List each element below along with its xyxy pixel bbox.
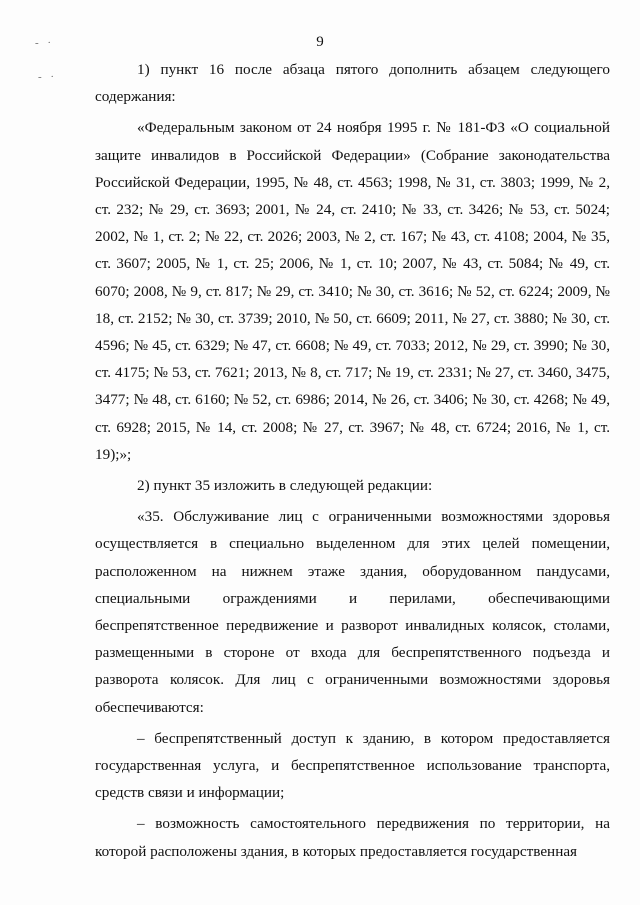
- paragraph-bullet-movement: – возможность самостоятельного передвижения по территории, на которой расположены здания, в которых предоставляется государственная: [95, 815, 610, 860]
- paragraph-item-2: 2) пункт 35 изложить в следующей редакции:: [137, 477, 433, 495]
- margin-mark: - ·: [35, 37, 55, 49]
- document-body: [95, 56, 610, 867]
- paragraph-clause-35: «35. Обслуживание лиц с ограниченными возможностями здоровья осуществляется в специально выделенном для этих целей помещении, расположенном на нижнем этаже здания, оборудованном пандусами, специальными ограждениями и перилами, обеспечивающими беспрепятственное передвижение и разворот инвалидных колясок, столами, размещенными в стороне от входа для беспрепятственного подъезда и разворота колясок. Для лиц с ограниченными возможностями здоровья обеспечиваются:: [95, 508, 610, 716]
- margin-mark: - ·: [38, 71, 58, 83]
- paragraph-item-1: 1) пункт 16 после абзаца пятого дополнить абзацем следующего содержания:: [95, 61, 610, 106]
- paragraph-legal-citation: «Федеральным законом от 24 ноября 1995 г. № 181-ФЗ «О социальной защите инвалидов в Российской Федерации» (Собрание законодательства Российской Федерации, 1995, № 48, ст. 4563; 1998, № 31, ст. 3803; 1999, № 2, ст. 232; № 29, ст. 3693; 2001, № 24, ст. 2410; № 33, ст. 3426; № 53, ст. 5024; 2002, № 1, ст. 2; № 22, ст. 2026; 2003, № 2, ст. 167; № 43, ст. 4108; 2004, № 35, ст. 3607; 2005, № 1, ст. 25; 2006, № 1, ст. 10; 2007, № 43, ст. 5084; № 49, ст. 6070; 2008, № 9, ст. 817; № 29, ст. 3410; № 30, ст. 3616; № 52, ст. 6224; 2009, № 18, ст. 2152; № 30, ст. 3739; 2010, № 50, ст. 6609; 2011, № 27, ст. 3880; № 30, ст. 4596; № 45, ст. 6329; № 47, ст. 6608; № 49, ст. 7033; 2012, № 29, ст. 3990; № 30, ст. 4175; № 53, ст. 7621; 2013, № 8, ст. 717; № 19, ст. 2331; № 27, ст. 3460, 3475, 3477; № 48, ст. 6160; № 52, ст. 6986; 2014, № 26, ст. 3406; № 30, ст. 4268; № 49, ст. 6928; 2015, № 14, ст. 2008; № 27, ст. 3967; № 48, ст. 6724; 2016, № 1, ст. 19);»;: [95, 119, 610, 463]
- page-number: 9: [316, 34, 324, 50]
- paragraph-bullet-access: – беспрепятственный доступ к зданию, в котором предоставляется государственная услуга, и беспрепятственное использование транспорта, средств связи и информации;: [95, 729, 610, 802]
